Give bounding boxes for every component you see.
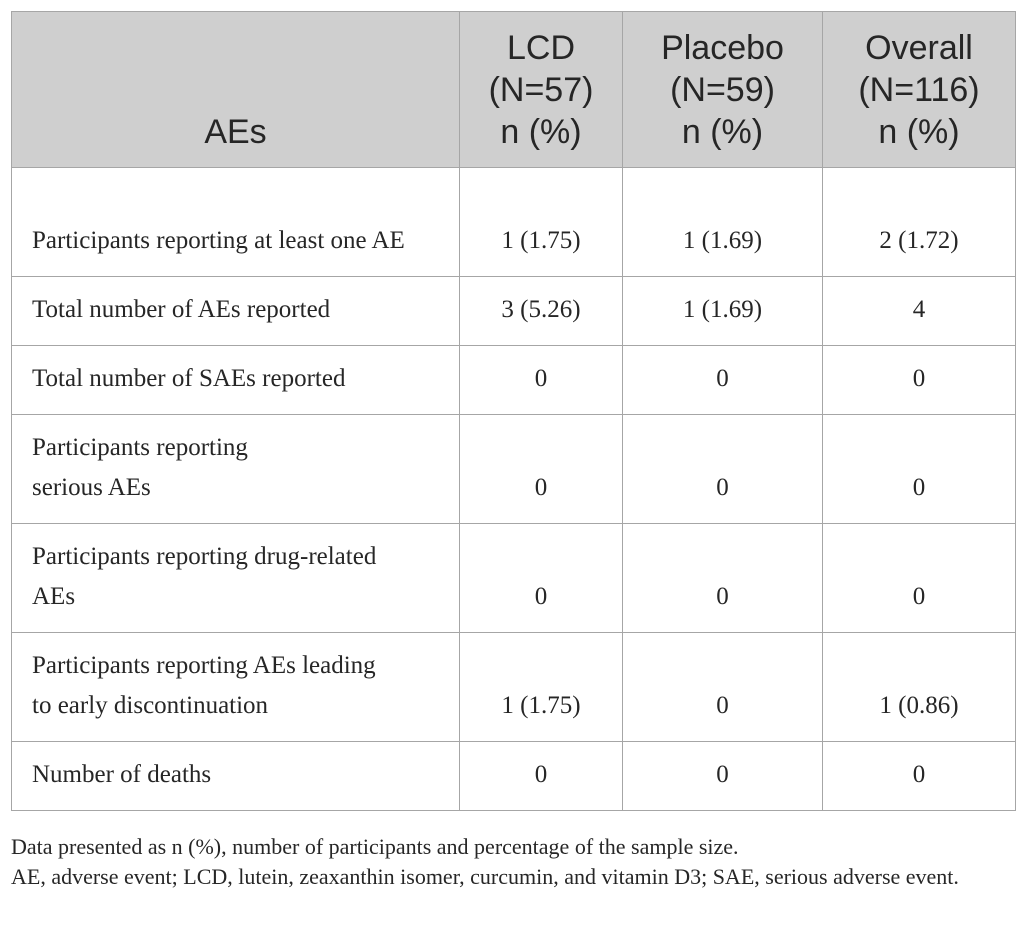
- header-lcd-n: (N=57): [488, 71, 594, 109]
- header-lcd-name: LCD: [506, 29, 576, 67]
- row-label: Total number of SAEs reported: [12, 346, 460, 415]
- lcd-value: 1 (1.75): [460, 168, 623, 277]
- lcd-value: 0: [460, 742, 623, 811]
- row-label-line-1: Participants reporting serious AEs: [32, 434, 248, 501]
- row-label: Total number of AEs reported: [12, 277, 460, 346]
- row-label-text: Participants reporting drug-related AEs: [32, 543, 377, 610]
- lcd-value: 0: [460, 346, 623, 415]
- overall-value: 0: [823, 415, 1016, 524]
- table-row: [12, 633, 1016, 742]
- row-label: [12, 415, 460, 524]
- row-label: Participants reporting at least one AE: [12, 168, 460, 277]
- lcd-value: 0: [460, 415, 623, 524]
- placebo-value: 1 (1.69): [623, 168, 823, 277]
- header-lcd-unit: n (%): [500, 113, 582, 151]
- placebo-value: 0: [623, 633, 823, 742]
- header-placebo-n: (N=59): [670, 71, 775, 109]
- overall-value: 0: [823, 524, 1016, 633]
- header-placebo: [623, 12, 823, 168]
- row-label: Number of deaths: [12, 742, 460, 811]
- table-row: [12, 346, 1016, 415]
- header-overall-n: (N=116): [858, 71, 980, 109]
- table-row: [12, 415, 1016, 524]
- footnote-data-presentation: Data presented as n (%), number of participants and percentage of the sample size.: [11, 834, 739, 859]
- header-placebo-name: Placebo: [661, 29, 784, 67]
- header-lcd: [460, 12, 623, 168]
- adverse-events-table: [11, 11, 1016, 811]
- overall-value: 2 (1.72): [823, 168, 1016, 277]
- row-label: [12, 524, 460, 633]
- header-aes: [12, 12, 460, 168]
- adverse-events-table-container: [11, 11, 1015, 811]
- table-row: [12, 277, 1016, 346]
- overall-value: 0: [823, 346, 1016, 415]
- placebo-value: 0: [623, 524, 823, 633]
- table-row: [12, 524, 1016, 633]
- header-overall: [823, 12, 1016, 168]
- footnote-abbreviations: AE, adverse event; LCD, lutein, zeaxanthin isomer, curcumin, and vitamin D3; SAE, serious adverse event.: [11, 864, 959, 889]
- header-row: [12, 12, 1016, 168]
- placebo-value: 0: [623, 346, 823, 415]
- header-aes-label: AEs: [204, 113, 267, 151]
- lcd-value: 3 (5.26): [460, 277, 623, 346]
- placebo-value: 1 (1.69): [623, 277, 823, 346]
- row-label-text: Participants reporting AEs leading to early discontinuation: [32, 652, 376, 719]
- lcd-value: 0: [460, 524, 623, 633]
- header-overall-unit: n (%): [878, 113, 960, 151]
- overall-value: 4: [823, 277, 1016, 346]
- placebo-value: 0: [623, 742, 823, 811]
- placebo-value: 0: [623, 415, 823, 524]
- table-footnotes: [11, 832, 1015, 892]
- header-placebo-unit: n (%): [681, 113, 764, 151]
- header-overall-name: Overall: [865, 29, 973, 67]
- table-row: [12, 742, 1016, 811]
- overall-value: 1 (0.86): [823, 633, 1016, 742]
- table-row: [12, 168, 1016, 277]
- lcd-value: 1 (1.75): [460, 633, 623, 742]
- row-label: [12, 633, 460, 742]
- overall-value: 0: [823, 742, 1016, 811]
